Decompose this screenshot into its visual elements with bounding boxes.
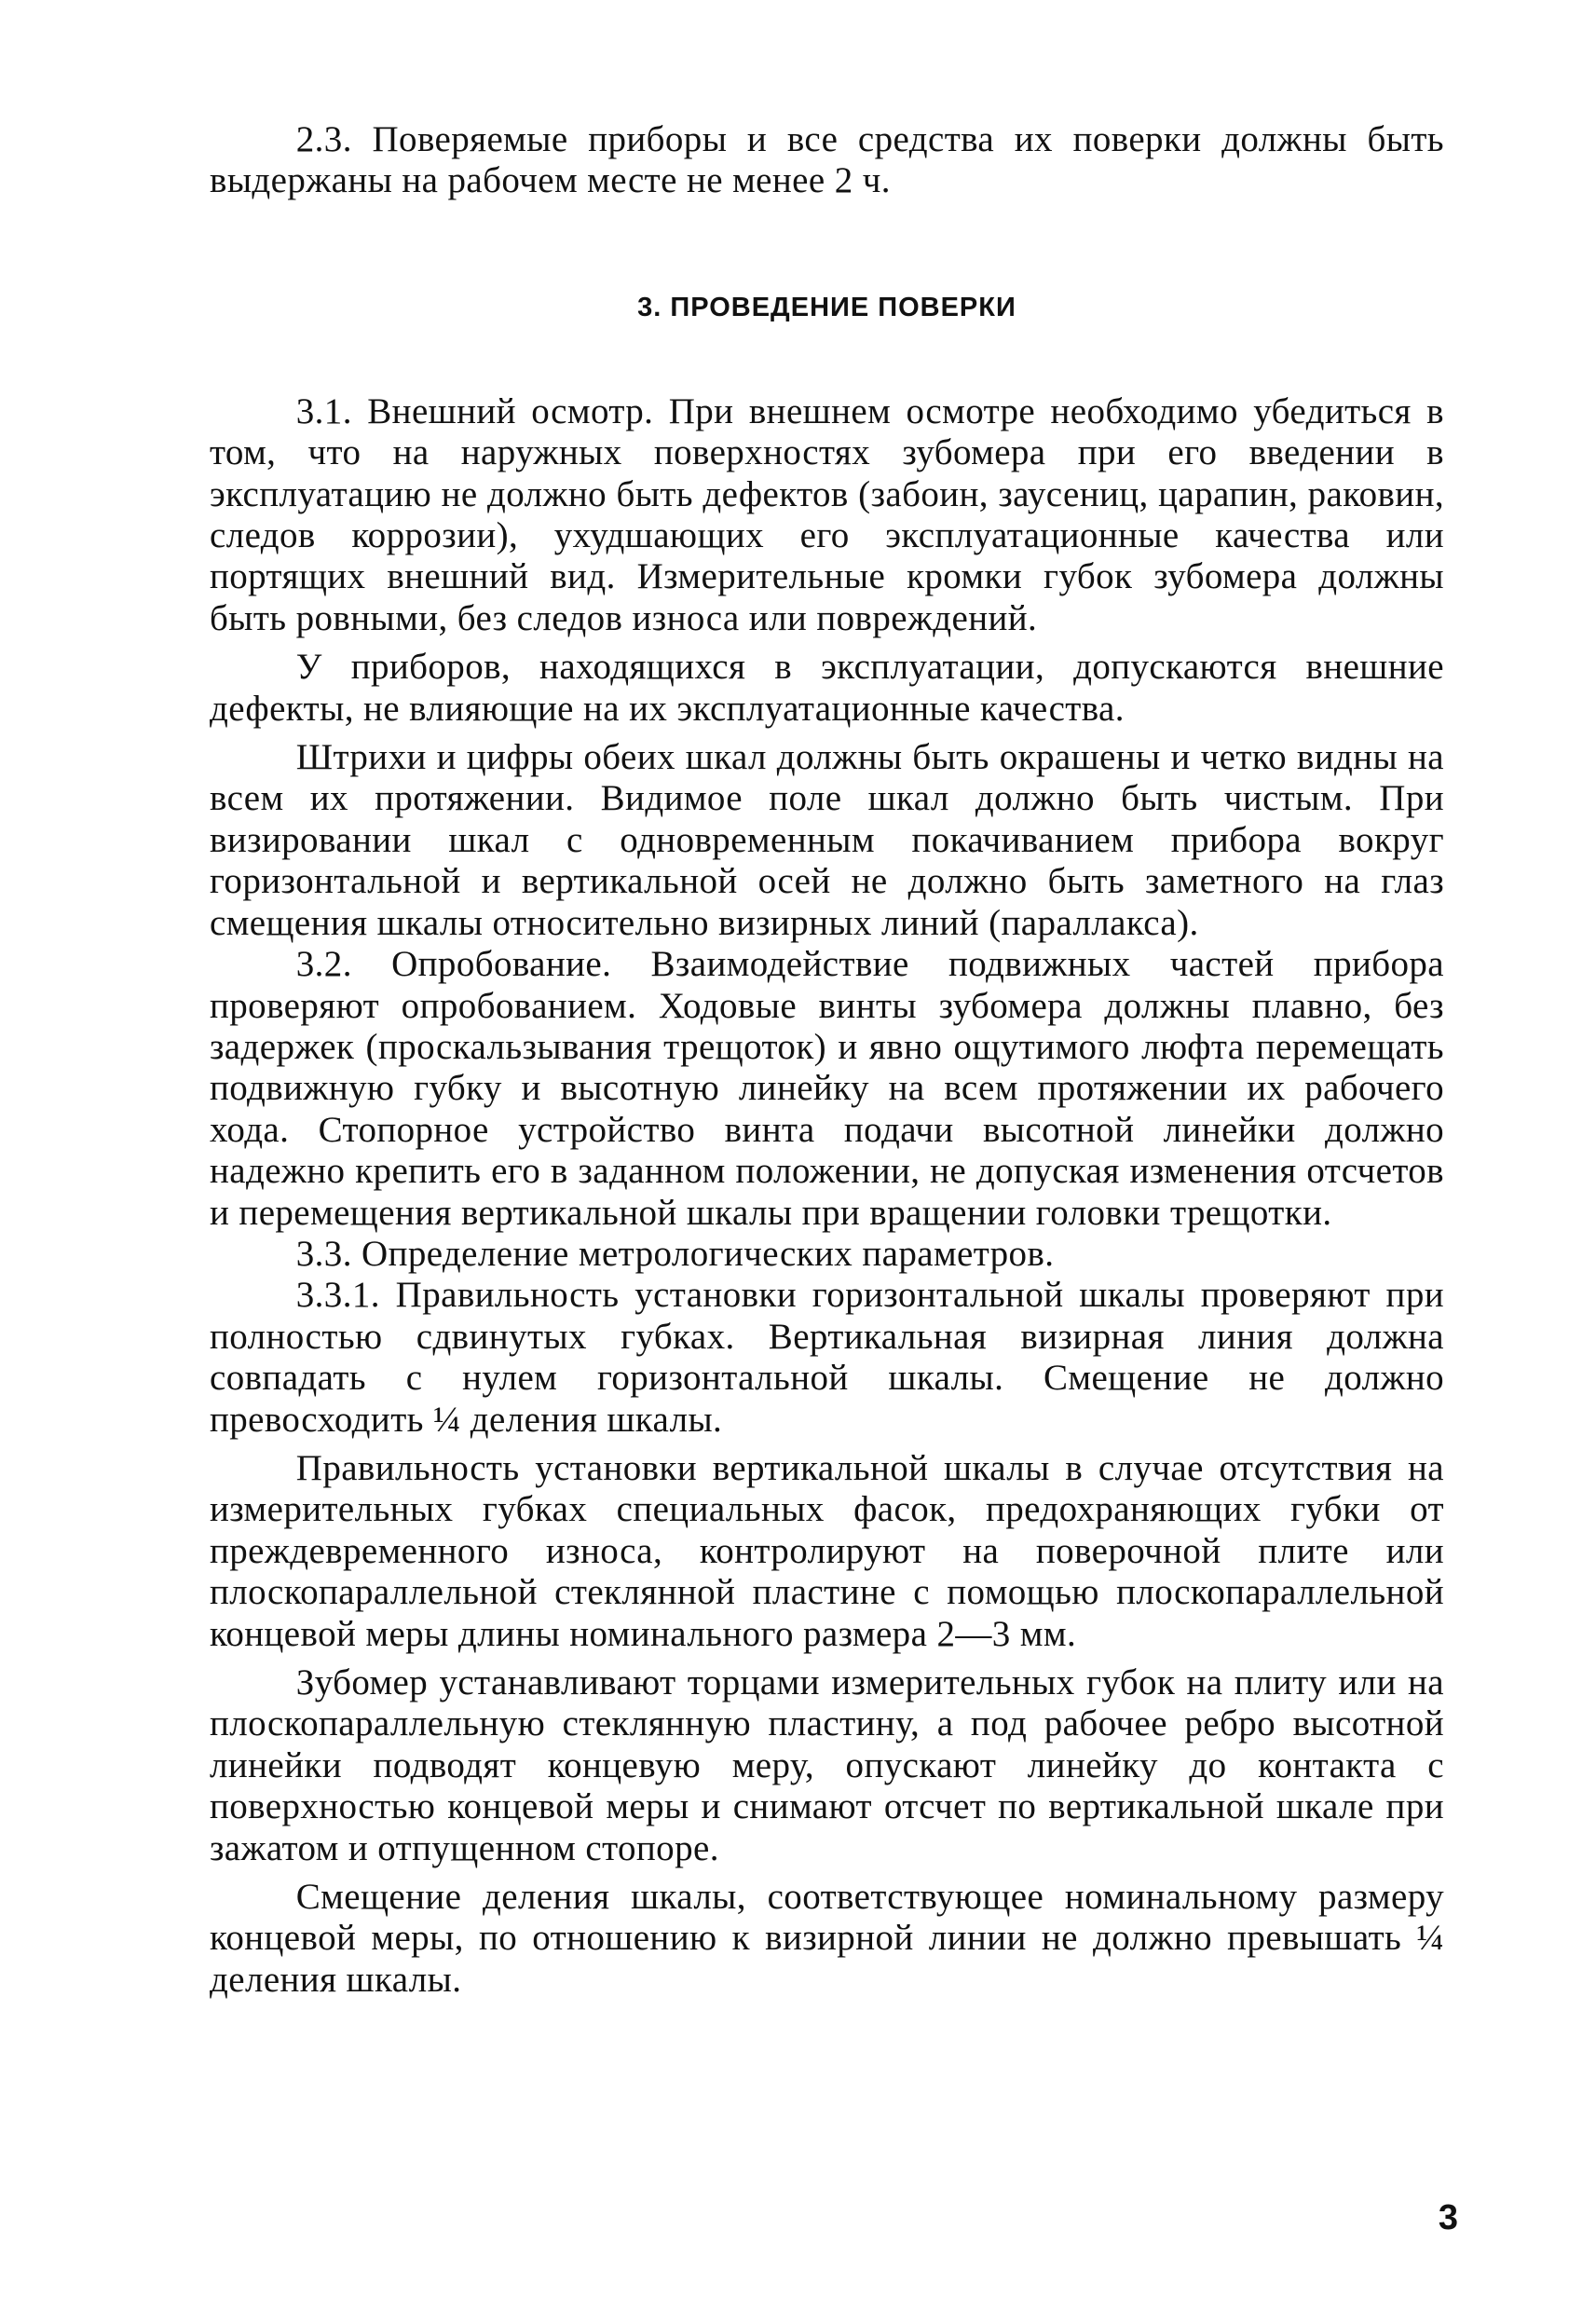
spacer — [210, 1655, 1444, 1662]
paragraph-offset-limit: Смещение деления шкалы, соответствующее номинальному размеру концевой меры, по отношению к визирной линии не должно превышать ¼ деления шкалы. — [210, 1877, 1444, 2000]
spacer — [210, 202, 1444, 293]
spacer — [210, 323, 1444, 391]
spacer — [210, 1869, 1444, 1877]
paragraph-3-2: 3.2. Опробование. Взаимодействие подвижных частей прибора проверяют опробованием. Ходовые винты зубомера должны плавно, без задержек (проскальзывания трещоток) и явно ощутимого люфта перемещать подвижную губку и высотную линейку на всем протяжении их рабочего хода. Стопорное устройство винта подачи высотной линейки должно надежно крепить его в заданном положении, не допуская изменения отсчетов и перемещения вертикальной шкалы при вращении головки трещотки. — [210, 944, 1444, 1233]
paragraph-2-3: 2.3. Поверяемые приборы и все средства их поверки должны быть выдержаны на рабочем месте не менее 2 ч. — [210, 119, 1444, 201]
section-heading: 3. ПРОВЕДЕНИЕ ПОВЕРКИ — [637, 292, 1016, 322]
spacer — [210, 730, 1444, 737]
paragraph-gauge-setup: Зубомер устанавливают торцами измерительных губок на плиту или на плоскопараллельную стеклянную пластину, а под рабочее ребро высотной линейки подводят концевую меру, опускают линейку до контакта с поверхностью концевой меры и снимают отсчет по вертикальной шкале при зажатом и отпущенном стопоре. — [210, 1662, 1444, 1868]
spacer — [210, 1441, 1444, 1448]
paragraph-3-1: 3.1. Внешний осмотр. При внешнем осмотре необходимо убедиться в том, что на наружных поверхностях зубомера при его введении в эксплуатацию не должно быть дефектов (забоин, заусениц, царапин, раковин, следов коррозии), ухудшающих его эксплуатационные качества или портящих внешний вид. Измерительные кромки губок зубомера должны быть ровными, без следов износа или повреждений. — [210, 390, 1444, 638]
paragraph-3-3: 3.3. Определение метрологических параметров. — [295, 1233, 1055, 1274]
paragraph-vertical-scale: Правильность установки вертикальной шкалы в случае отсутствия на измерительных губках специальных фасок, предохраняющих губки от преждевременного износа, контролируют на поверочной плите или плоскопараллельной стеклянной пластине с помощью плоскопараллельной концевой меры длины номинального размера 2—3 мм. — [210, 1447, 1444, 1654]
paragraph-scales: Штрихи и цифры обеих шкал должны быть окрашены и четко видны на всем их протяжении. Видимое поле шкал должно быть чистым. При визировании шкал с одновременным покачиванием прибора вокруг горизонтальной и вертикальной осей не должно быть заметного на глаз смещения шкалы относительно визирных линий (параллакса). — [210, 737, 1444, 943]
paragraph-defects-in-use: У приборов, находящихся в эксплуатации, допускаются внешние дефекты, не влияющие на их эксплуатационные качества. — [210, 647, 1444, 729]
text-column — [210, 119, 1444, 2001]
spacer — [210, 639, 1444, 647]
page-number: 3 — [1438, 2198, 1458, 2237]
paragraph-3-3-1: 3.3.1. Правильность установки горизонтальной шкалы проверяют при полностью сдвинутых губках. Вертикальная визирная линия должна совпадать с нулем горизонтальной шкалы. Смещение не должно превосходить ¼ деления шкалы. — [210, 1275, 1444, 1440]
